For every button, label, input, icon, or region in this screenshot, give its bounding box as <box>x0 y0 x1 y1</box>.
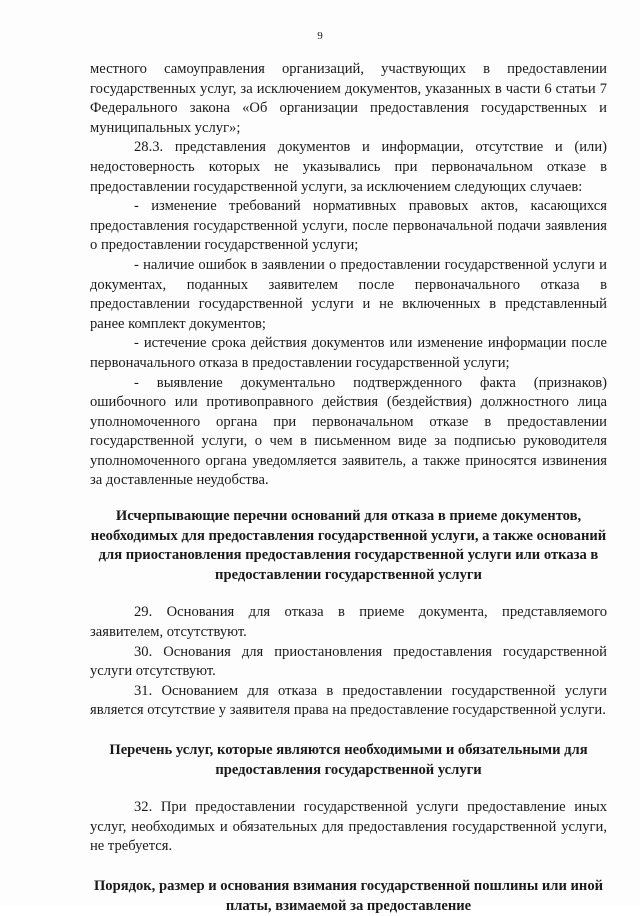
section-heading-refusal-grounds: Исчерпывающие перечни оснований для отказа в приеме документов, необходимых для предоставления государственной услуги, а также оснований для приостановления предоставления государственной услуги или отказа в предоставлении государственной услуги <box>90 508 607 583</box>
paragraph-31: 31. Основанием для отказа в предоставлении государственной услуги является отсутствие у заявителя права на предоставление государственной услуги. <box>90 682 607 719</box>
list-item-official-misconduct: - выявление документально подтвержденного факта (признаков) ошибочного или противоправного действия (бездействия) должностного лица уполномоченного органа при первоначальном отказе в предоставлении государственной услуги, о чем в письменном виде за подписью руководителя уполномоченного органа уведомляется заявитель, а также приносятся извинения за доставленные неудобства. <box>90 374 607 489</box>
list-item-requirements-change: - изменение требований нормативных правовых актов, касающихся предоставления государственной услуги, после первоначальной подачи заявления о предоставлении государственной услуги; <box>90 198 607 254</box>
paragraph-29: 29. Основания для отказа в приеме документа, представляемого заявителем, отсутствуют. <box>90 604 607 641</box>
list-item-application-errors: - наличие ошибок в заявлении о предоставлении государственной услуги и документах, поданных заявителем после первоначального отказа в предоставлении государственной услуги и не включенных в представленный ранее комплект документов; <box>90 256 607 332</box>
section-heading-state-fee: Порядок, размер и основания взимания государственной пошлины или иной платы, взимаемой за предоставление <box>93 877 604 914</box>
paragraph-30: 30. Основания для приостановления предоставления государственной услуги отсутствуют. <box>90 643 607 680</box>
document-body <box>90 60 607 916</box>
paragraph-28-3: 28.3. представления документов и информации, отсутствие и (или) недостоверность которых не указывались при первоначальном отказе в предоставлении государственной услуги, за исключением следующих случаев: <box>90 139 607 195</box>
section-heading-required-services: Перечень услуг, которые являются необходимыми и обязательными для предоставления государственной услуги <box>109 742 588 778</box>
page-number: 9 <box>317 30 323 42</box>
paragraph-32: 32. При предоставлении государственной услуги предоставление иных услуг, необходимых и обязательных для предоставления государственной услуги, не требуется. <box>90 799 607 855</box>
paragraph-continuation: местного самоуправления организаций, участвующих в предоставлении государственных услуг, за исключением документов, указанных в части 6 статьи 7 Федерального закона «Об организации предоставления государственных и муниципальных услуг»; <box>90 61 607 136</box>
list-item-document-expiry: - истечение срока действия документов или изменение информации после первоначального отказа в предоставлении государственной услуги; <box>90 335 607 371</box>
